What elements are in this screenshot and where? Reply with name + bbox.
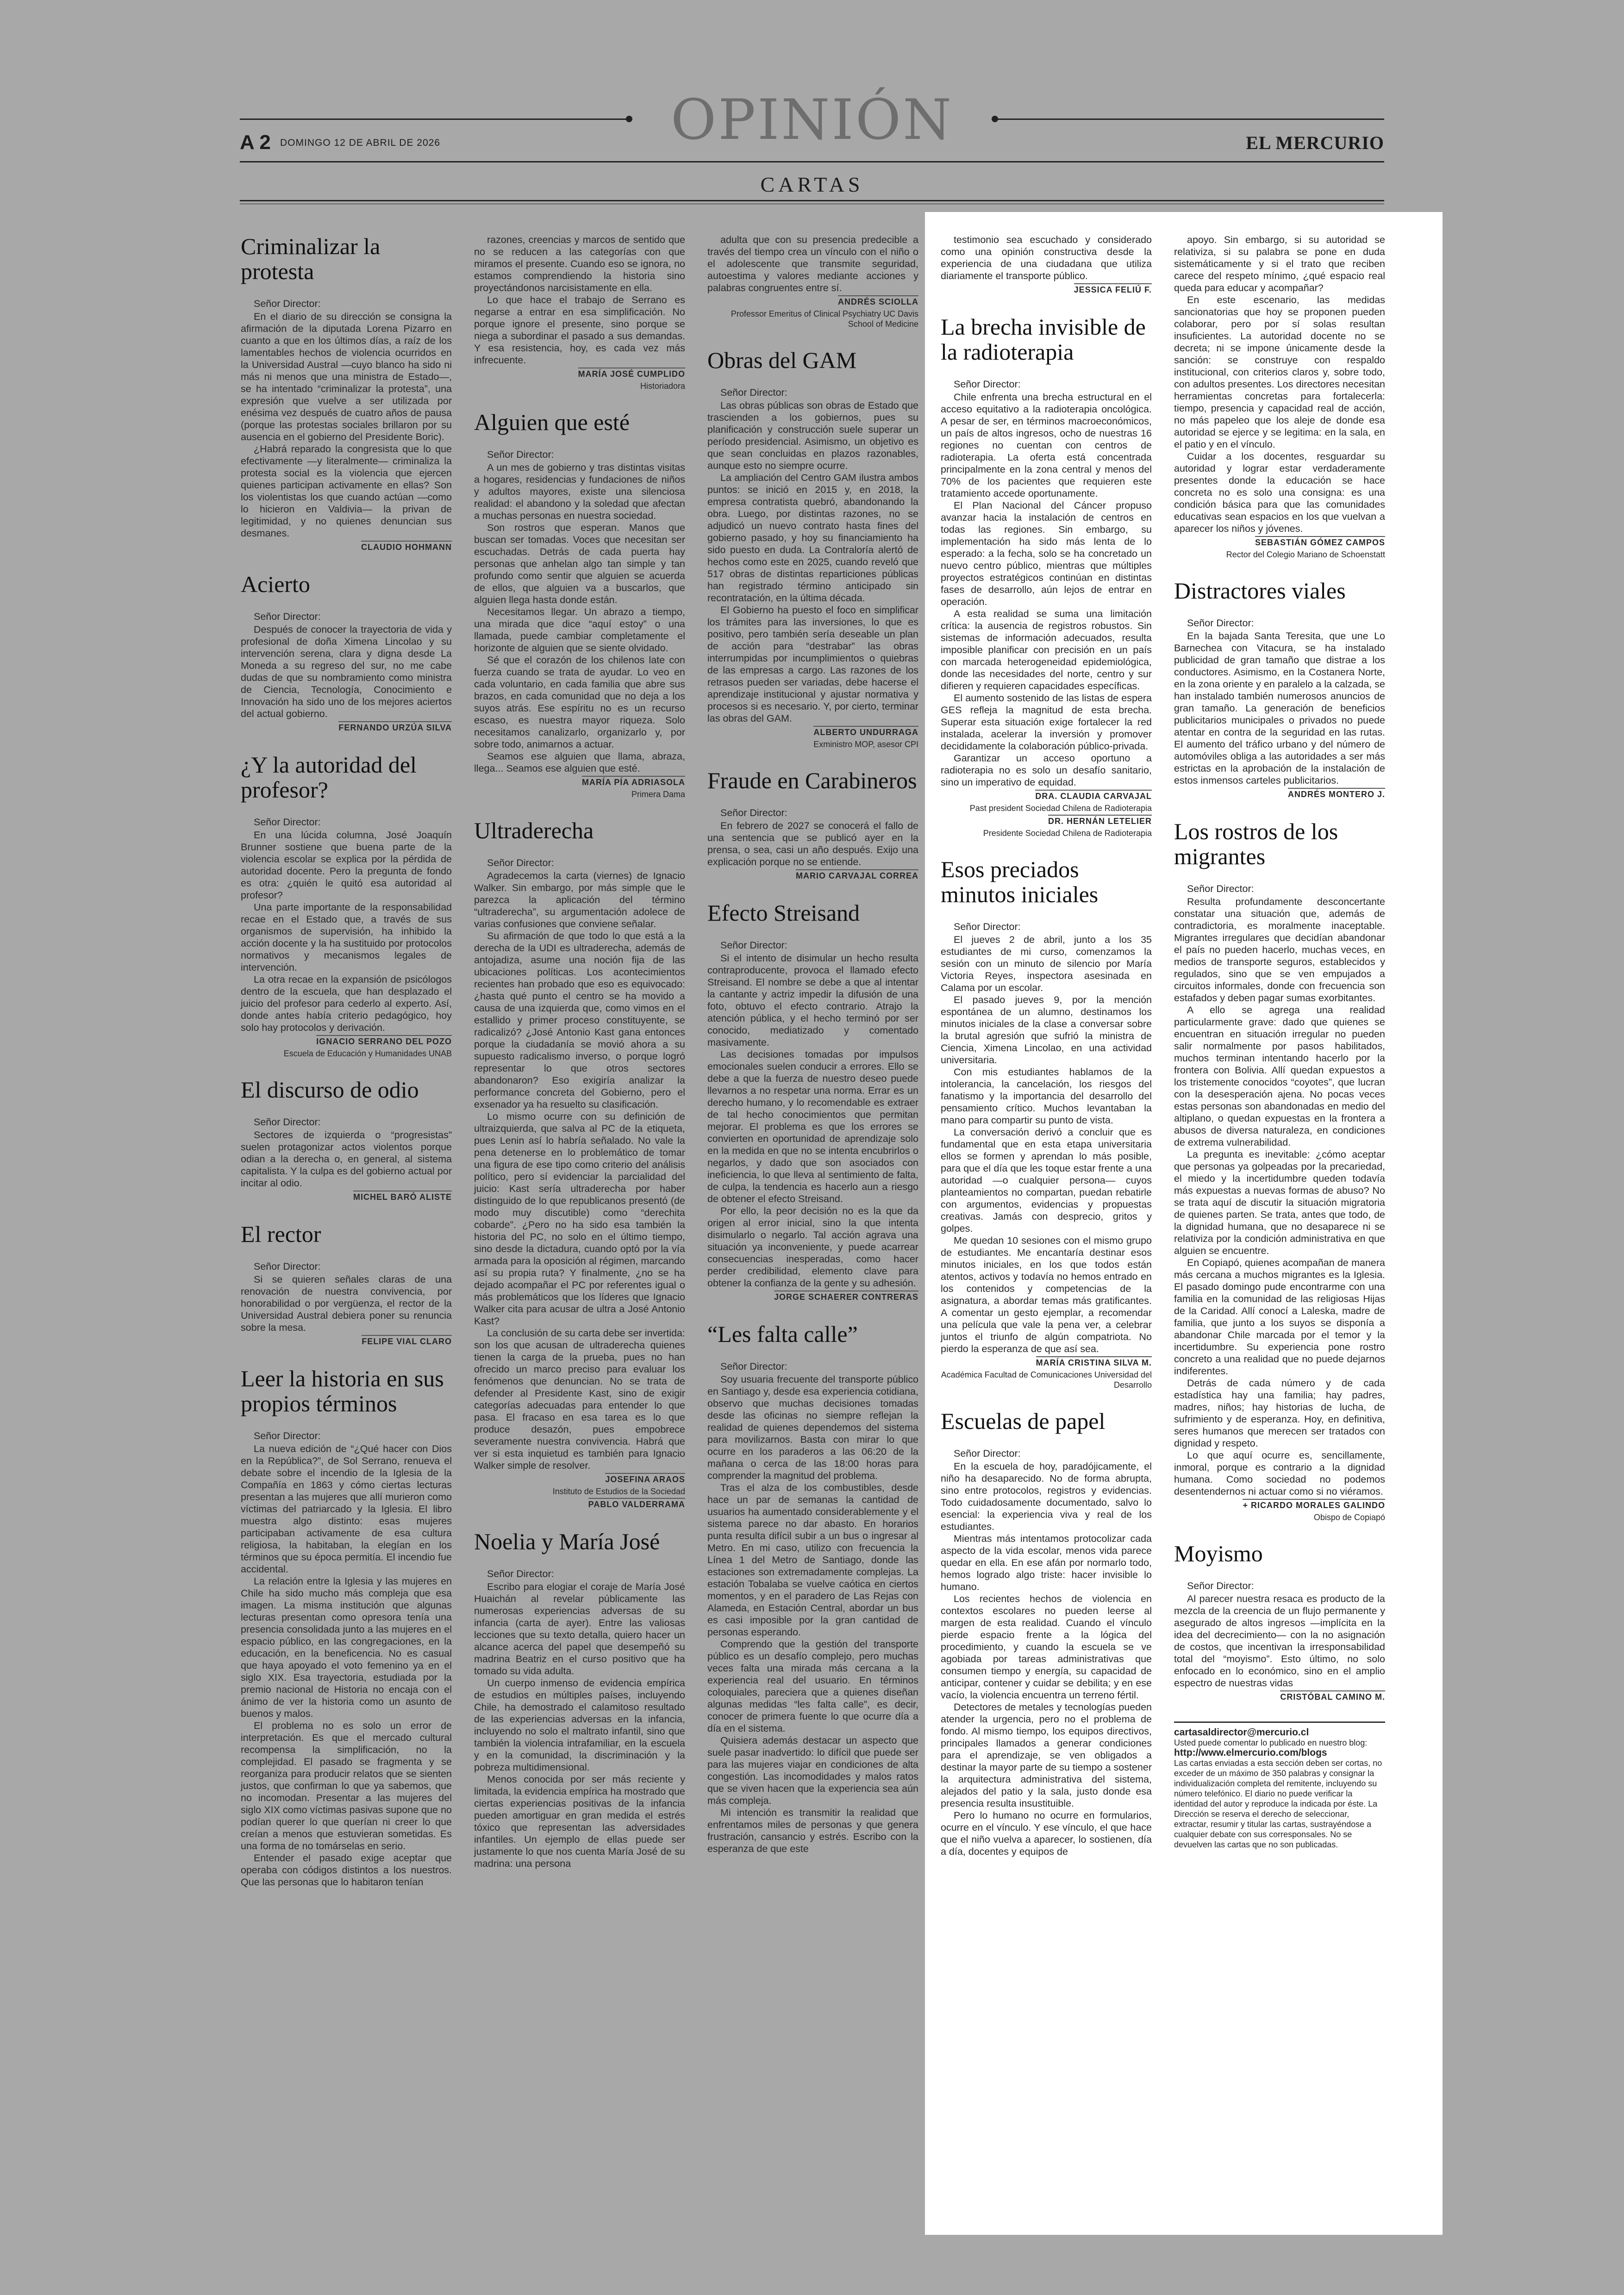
letter-paragraph: Después de conocer la trayectoria de vida y profesional de doña Ximena Lincolao y su intervención serena, clara y digna desde La Moneda a su regreso del sur, no me cabe dudas de que su nombramiento como ministra de Ciencia, Tecnología, Conocimiento e Innovación ha sido uno de los mejores aciertos del actual gobierno. [241,624,452,719]
letter-signature [1174,536,1385,549]
letter-headline: Acierto [241,571,310,597]
letter-paragraph: Una parte importante de la responsabilidad recae en el Estado que, a través de sus organismos de supervisión, ha inhibido la acción docente y la ha sustituido por protocolos normativos y mecanismos legales de intervención. [241,902,452,973]
signature-name: JOSEFINA ARAOS [605,1473,685,1484]
letter-paragraph: En la escuela de hoy, paradójicamente, el niño ha desaparecido. No de forma abrupta, sino entre protocolos, registros y evidencias. Todo cuidadosamente documentado, salvo lo esencial: la experiencia viva y real de los estudiantes. [941,1461,1152,1532]
letter-paragraph: A esta realidad se suma una limitación crítica: la ausencia de registros robustos. Sin sistemas de información adecuados, resulta imposible planificar con precisión en un país con marcada heterogeneidad epidemiológica, donde las necesidades del norte, centro y sur difieren y requieren capacidades específicas. [941,608,1152,692]
letter-headline: El rector [241,1221,321,1247]
letter-paragraph: Escribo para elogiar el coraje de María José Huaichán al revelar públicamente las numerosas experiencias adversas de su infancia (carta de ayer). Entre las valiosas lecciones que su texto detalla, quiero hacer un alcance acerca del papel que desempeñó su madrina Beatriz en el curso positivo que ha tomado su vida adulta. [474,1581,685,1677]
letter [1174,1541,1385,1703]
letter [1174,819,1385,1522]
letter [474,818,685,1510]
letter-headline: El discurso de odio [241,1077,419,1103]
letter-paragraph: Quisiera además destacar un aspecto que suele pasar inadvertido: lo difícil que puede ser para las mujeres viajar en condiciones de alta congestión. Las incomodidades y malos ratos que se viven hacen que la experiencia sea aún más compleja. [707,1735,918,1806]
letter-paragraph: Las obras públicas son obras de Estado que trascienden a los gobiernos, pues su planificación y construcción suele superar un período presidencial. Asimismo, un objetivo es que sean concluidas en plazos razonables, aunque esto no siempre ocurre. [707,400,918,471]
signature-name: FERNANDO URZÚA SILVA [338,721,452,732]
letter-headline: “Les falta calle” [707,1321,858,1347]
letter-paragraph: El Gobierno ha puesto el foco en simplificar los trámites para las inversiones, lo que es positivo, pero también sería deseable un plan de acción para “destrabar” las obras interrumpidas por incumplimientos o quiebras de las empresas a cargo. Las razones de los retrasos pueden ser variadas, debe hacerse el aprendizaje institucional y ajustar normativa y procesos si es necesario. Y, por cierto, terminar las obras del GAM. [707,605,918,724]
column-3 [707,234,918,1873]
letter-signature [941,1357,1152,1369]
letter-salutation: Señor Director: [720,1361,787,1372]
letter-paragraph: El jueves 2 de abril, junto a los 35 estudiantes de mi curso, comenzamos la sesión con un minuto de silencio por María Victoria Reyes, inspectora asesinada en Calama por un escolar. [941,934,1152,993]
letter-paragraph: Chile enfrenta una brecha estructural en el acceso equitativo a la radioterapia oncológica. A pesar de ser, en términos macroeconómicos, un país de altos ingresos, ocho de nuestras 16 regiones no cuentan con centros de radioterapia. La oferta está concentrada principalmente en la zona central y menos del 70% de los pacientes que requieren este tratamiento accede oportunamente. [941,392,1152,499]
signature-name: ANDRÉS MONTERO J. [1288,788,1385,799]
letter-signature [1174,788,1385,800]
letter-paragraph: Sectores de izquierda o “progresistas” suelen protagonizar actos violentos porque odian a la derecha o, en general, al sistema capitalista. Y la culpa es del gobierno actual por incitar al odio. [241,1129,452,1189]
letter-paragraph: Detectores de metales y tecnologías pueden atender la urgencia, pero no el problema de fondo. Al mismo tiempo, los equipos directivos, principales llamados a generar condiciones para el aprendizaje, se ven obligados a destinar la mayor parte de su tiempo a sostener la arquitectura administrativa del sistema, alejados del patio y la sala, justo donde esa presencia resulta insustituible. [941,1702,1152,1809]
letter-signature [707,1291,918,1303]
page-date: DOMINGO 12 DE ABRIL DE 2026 [280,137,441,148]
letter-affiliation: Escuela de Educación y Humanidades UNAB [283,1049,452,1058]
letter-signature [707,726,918,738]
letter-paragraph: Necesitamos llegar. Un abrazo a tiempo, una mirada que dice “aquí estoy” o una llamada, puede cambiar completamente el horizonte de alguien que se siente olvidado. [474,606,685,654]
masthead-rule-right [995,118,1384,120]
column-2 [474,234,685,1888]
letter-paragraph: Cuidar a los docentes, resguardar su autoridad y lograr estar verdaderamente presentes donde la educación se hace concreta no es solo una consigna: es una condición básica para que las comunidades educativas sean espacios en los que vuelvan a aparecer los niños y jóvenes. [1174,451,1385,534]
contact-blog-link[interactable]: http://www.elmercurio.com/blogs [1174,1747,1327,1758]
letter-paragraph: Tras el alza de los combustibles, desde hace un par de semanas la cantidad de usuarios ha aumentado considerablemente y el sistema parece no dar abasto. En horarios punta resulta difícil subir a un bus o ingresar al Metro. En mi caso, utilizo con frecuencia la Línea 1 del Metro de Santiago, donde las estaciones son extremadamente complejas. La estación Tobalaba se vuelve caótica en ciertos momentos, y en el paradero de Las Rejas con Alameda, en Estación Central, abordar un bus es casi imposible por la gran cantidad de personas esperando. [707,1482,918,1638]
letter-paragraph: Comprendo que la gestión del transporte público es un desafío complejo, pero muchas veces falta una mirada más cercana a la experiencia real del usuario. En términos coloquiales, pareciera que a quienes diseñan algunas medidas “les falta calle”, es decir, conocer de primera fuente lo que ocurre día a día en el sistema. [707,1639,918,1734]
paper-name: EL MERCURIO [1246,132,1384,153]
letter-paragraph: En Copiapó, quienes acompañan de manera más cercana a muchos migrantes es la Iglesia. El pasado domingo pude encontrarme con una familia en la comunidad de las religiosas Hijas de la Caridad. Allí conocí a Laleska, madre de familia, que junto a los suyos se disponía a abandonar Chile marcada por el temor y la incertidumbre. Su experiencia pone rostro concreto a una realidad que no puede dejarnos indiferentes. [1174,1257,1385,1377]
letter-signature [474,368,685,380]
signature-name: ALBERTO UNDURRAGA [813,726,918,737]
letter-headline: ¿Y la autoridad del profesor? [241,752,417,803]
letter-signature [241,541,452,553]
letter-paragraph: La conclusión de su carta debe ser invertida: son los que acusan de ultraderecha quienes tienen la carga de la prueba, pues no han ofrecido un marco preciso para evaluar los fenómenos que denuncian. No se trata de defender al Presidente Kast, sino de exigir categorías adecuadas para entender lo que pasa. El fracaso en esa tarea es lo que produce desazón, pues empobrece severamente nuestra convivencia. Habrá que ver si esta inquietud es también para Ignacio Walker simple de resolver. [474,1328,685,1471]
letter-paragraph: Al parecer nuestra resaca es producto de la mezcla de la creencia de un flujo permanente y asegurado de altos ingresos —implícita en la idea del decrecimiento— con la no asignación de costos, que incentivan la irresponsabilidad total del “moyismo”. Esto último, no solo enfocado en lo económico, sino en el amplio espectro de nuestras vidas [1174,1593,1385,1689]
letter-affiliation: Historiadora [640,381,685,391]
letter-paragraph: Me quedan 10 sesiones con el mismo grupo de estudiantes. Me encantaría destinar esos minutos iniciales, en los que todos están atentos, activos y todavía no hemos entrado en los contenidos y competencias de la asignatura, a abordar temas más gratificantes. A comentar un gesto ejemplar, a recomendar una película que vale la pena ver, a celebrar juntos el triunfo de algún compatriota. No pierdo la esperanza de que así sea. [941,1235,1152,1354]
letter [707,1322,918,1855]
letter-paragraph: Pero lo humano no ocurre en formularios, ocurre en el vínculo. Y ese vínculo, el que hace que el niño vuelva a aparecer, lo sostienen, día a día, docentes y equipos de [941,1810,1152,1857]
letter-paragraph: A un mes de gobierno y tras distintas visitas a hogares, residencias y fundaciones de niños y adultos mayores, existe una silenciosa realidad: el abandono y la soledad que afectan a muchas personas en nuestra sociedad. [474,462,685,521]
contact-email[interactable]: cartasaldirector@mercurio.cl [1174,1727,1309,1738]
letter-headline: Ultraderecha [474,817,594,843]
column-1 [241,234,452,1907]
letter-paragraph: El Plan Nacional del Cáncer propuso avanzar hacia la instalación de centros en todas las regiones. Sin embargo, su implementación ha sido más lenta de lo esperado: a la fecha, solo se ha concretado un nuevo centro público, mientras que múltiples proyectos estratégicos continúan en distintas fases de desarrollo, aún lejos de entrar en operación. [941,500,1152,607]
signature-name: PABLO VALDERRAMA [588,1498,685,1509]
letter-salutation: Señor Director: [254,1430,321,1441]
letter-paragraph: testimonio sea escuchado y considerado como una opinión constructiva desde la experiencia de una ciudadana que utiliza diariamente el transporte público. [941,234,1152,281]
letter-headline: Distractores viales [1174,578,1346,604]
letter-salutation: Señor Director: [720,807,787,818]
letter-salutation: Señor Director: [487,449,554,460]
letter-paragraph: Si se quieren señales claras de una renovación de nuestra convivencia, por honorabilidad o por vergüenza, el rector de la Universidad Austral debiera poner su renuncia sobre la mesa. [241,1274,452,1333]
letter-paragraph: Mientras más intentamos protocolizar cada aspecto de la vida escolar, menos vida parece quedar en ella. En ese afán por normarlo todo, hemos logrado algo triste: hacer invisible lo humano. [941,1533,1152,1592]
subsection-title: CARTAS [760,173,864,196]
letter-signature [707,296,918,308]
letter-paragraph: Soy usuaria frecuente del transporte público en Santiago y, desde esa experiencia cotidiana, observo que muchas decisiones tomadas desde las oficinas no siempre reflejan la realidad de quienes dependemos del sistema para movilizarnos. Basta con mirar lo que ocurre en los paraderos a las 06:20 de la mañana o cerca de las 18:00 horas para comprender la magnitud del problema. [707,1374,918,1481]
letter-paragraph: Son rostros que esperan. Manos que buscan ser tomadas. Voces que necesitan ser escuchadas. Detrás de cada puerta hay personas que anhelan algo tan simple y tan profundo como sentir que alguien se acuerda de ellos, que alguien va a buscarlos, que alguien llega hasta donde están. [474,522,685,605]
letter-paragraph: Sé que el corazón de los chilenos late con fuerza cuando se trata de ayudar. Lo veo en cada voluntario, en cada familia que abre sus brazos, en cada comunidad que no deja a los suyos atrás. Ese espíritu no es un recurso escaso, es nuestra mayor riqueza. Solo necesitamos canalizarlo, organizarlo y, por sobre todo, animarnos a actuar. [474,655,685,750]
signature-name: DR. HERNÁN LETELIER [1048,815,1152,826]
letter [241,572,452,734]
letter-headline: Noelia y María José [474,1528,660,1554]
letter-affiliation: Professor Emeritus of Clinical Psychiatry UC Davis School of Medicine [731,309,918,329]
letter-affiliation: Exministro MOP, asesor CPI [813,740,918,749]
letter-paragraph: El problema no es solo un error de interpretación. Es que el mercado cultural recompensa la simplificación, no la complejidad. El pasado se fragmenta y se reorganiza para producir relatos que se sienten justos, que confirman lo que ya sabemos, que no incomodan. Presentar a las mujeres del siglo XIX como víctimas pasivas supone que no podían querer lo que querían ni creer lo que creían a menos que estuvieran sometidas. Es una forma de no tomárselas en serio. [241,1720,452,1852]
letter-paragraph: El aumento sostenido de las listas de espera GES refleja la magnitud de esta brecha. Superar esta situación exige fortalecer la red instalada, acelerar la inversión y promover decididamente la colaboración público-privada. [941,692,1152,752]
letter [474,410,685,799]
letter [707,768,918,882]
letter-salutation: Señor Director: [954,1448,1021,1459]
letter-paragraph: Detrás de cada número y de cada estadística hay una familia; hay padres, madres, niños; hay historias de lucha, de sufrimiento y de esperanza. Hoy, en definitiva, seres humanos que merecen ser tratados con dignidad y respeto. [1174,1378,1385,1449]
letter-signature [707,870,918,882]
letter-signature [241,1191,452,1203]
letter [241,752,452,1059]
letter-paragraph: La pregunta es inevitable: ¿cómo aceptar que personas ya golpeadas por la precariedad, el miedo y la incertidumbre queden todavía más expuestas a nuevas formas de abuso? No se trata aquí de discutir la situación migratoria de quienes parten. Se trata, antes que todo, de la dignidad humana, que no desaparece ni se relativiza por la condición administrativa en que alguien se encuentre. [1174,1149,1385,1256]
letter [1174,578,1385,800]
letter-signature [474,1498,685,1510]
letter-headline: Alguien que esté [474,409,630,435]
letter-headline: Los rostros de los migrantes [1174,818,1338,869]
letter-paragraph: El pasado jueves 9, por la mención espontánea de un alumno, destinamos los minutos iniciales de la clase a conversar sobre la brutal agresión que sufrió la ministra de Ciencia, Ximena Lincolao, en una actividad universitaria. [941,994,1152,1066]
letter-paragraph: La nueva edición de “¿Qué hacer con Dios en la República?”, de Sol Serrano, renueva el debate sobre el incendio de la Iglesia de la Compañía en 1863 y cómo ciertas lecturas presentan a las mujeres que allí murieron como víctimas del patriarcado y la Iglesia. El libro muestra algo distinto: esas mujeres participaban activamente de esa cultura religiosa, la habitaban, la elegían en los términos que su época permitía. El incendio fue accidental. [241,1443,452,1575]
letter-paragraph: Un cuerpo inmenso de evidencia empírica de estudios en múltiples países, incluyendo Chile, ha demostrado el calamitoso resultado de las experiencias adversas en la infancia, incluyendo no solo el maltrato infantil, sino que también la violencia intrafamiliar, en la escuela y en la comunidad, la discriminación y la pobreza multidimensional. [474,1678,685,1773]
letter-paragraph: Su afirmación de que todo lo que está a la derecha de la UDI es ultraderecha, además de antojadiza, asume una noción fija de las ubicaciones políticas. Los acontecimientos recientes han probado que eso es equivocado: ¿hasta qué punto el centro se ha movido a causa de una izquierda que, como vimos en el estallido y primer proceso constituyente, se radicalizó? ¿José Antonio Kast gana entonces porque la ciudadanía se movió ahora a su supuesto radicalismo inverso, o porque logró representar lo que otros sectores abandonaron? Eso exigiría analizar la performance concreta del Gobierno, pero el exsenador ya ha resuelto su clasificación. [474,930,685,1110]
letter-signature [241,722,452,734]
letter-paragraph: apoyo. Sin embargo, si su autoridad se relativiza, si su palabra se pone en duda sistemáticamente y si el trato que reciben carece del respeto mínimo, ¿qué espacio real queda para educar y acompañar? [1174,234,1385,293]
letter-paragraph: razones, creencias y marcos de sentido que no se reducen a las categorías con que miramos el presente. Cuando eso se ignora, no estamos comprendiendo la historia sino proyectándonos narcisistamente en ella. [474,234,685,293]
letter-salutation: Señor Director: [254,1116,321,1128]
letter [474,1529,685,1870]
letter [474,234,685,391]
letter-signature [1174,1691,1385,1703]
letter-headline: Efecto Streisand [707,900,860,926]
letter [241,1077,452,1203]
letter-salutation: Señor Director: [720,387,787,398]
letter-paragraph: ¿Habrá reparado la congresista que lo que efectivamente —y literalmente— criminaliza la protesta social es la violencia que ejercen quienes participan activamente en ellas? Son los violentistas los que cuando actúan —como lo hicieron en Valdivia— la privan de legitimidad, y no quienes denuncian sus desmanes. [241,443,452,539]
letter-paragraph: Con mis estudiantes hablamos de la intolerancia, la cancelación, los riesgos del fanatismo y la importancia del desarrollo del pensamiento crítico. Muchos levantaban la mano para compartir su punto de vista. [941,1066,1152,1126]
signature-name: CRISTÓBAL CAMINO M. [1280,1690,1385,1702]
letter-affiliation: Académica Facultad de Comunicaciones Universidad del Desarrollo [941,1370,1152,1390]
masthead-rule-top [240,161,1384,162]
letter-paragraph: Seamos ese alguien que llama, abraza, llega... Seamos ese alguien que esté. [474,751,685,774]
signature-name: + RICARDO MORALES GALINDO [1243,1499,1385,1510]
letter-affiliation: Instituto de Estudios de la Sociedad [552,1487,685,1496]
letter-headline: Criminalizar la protesta [241,233,381,284]
letter [241,234,452,553]
letter-affiliation: Primera Dama [631,790,685,799]
letter-paragraph: En este escenario, las medidas sancionatorias que hoy se proponen pueden colaborar, pero por sí solas resultan insuficientes. La autoridad docente no se decreta; ni se impone únicamente desde la sanción: se construye con respaldo institucional, con criterios claros y, sobre todo, con adultos presentes. Los directores necesitan herramientas concretas para fortalecerla: tiempo, presencia y capacidad real de acción, no más papeleo que los aleje de donde esa autoridad se ejerce y se legitima: en la sala, en el patio y en el vínculo. [1174,294,1385,450]
letter-salutation: Señor Director: [254,817,321,828]
letter-salutation: Señor Director: [254,298,321,309]
contact-box [1174,1721,1385,1850]
letter-paragraph: Los recientes hechos de violencia en contextos escolares no pueden leerse al margen de esta realidad. Cuando el vínculo pierde espacio frente a la lógica del procedimiento, y cuando la escuela se ve agobiada por tareas administrativas que consumen tiempo y energía, su capacidad de anticipar, contener y cuidar se debilita; y en ese vacío, la violencia encuentra un terreno fértil. [941,1593,1152,1701]
letter-paragraph: La ampliación del Centro GAM ilustra ambos puntos: se inició en 2015 y, en 2018, la empresa contratista quebró, abandonando la obra. Luego, por distintas razones, no se adjudicó un nuevo contrato hasta fines del gobierno pasado, y hoy su financiamiento ha sido puesto en duda. La Contraloría alertó de hechos como este en 2025, cuando reveló que 517 obras de distintas reparticiones públicas han registrado término anticipado sin recontratación, en la última década. [707,472,918,604]
contact-blog-intro: Usted puede comentar lo publicado en nuestro blog: [1174,1738,1368,1747]
letter-paragraph: Resulta profundamente desconcertante constatar una situación que, además de contradictoria, es moralmente inaceptable. Migrantes irregulares que decidían abandonar el país no pueden hacerlo, muchas veces, en medios de transporte seguros, establecidos y regulados, sino que se ven empujados a circuitos informales, donde con frecuencia son estafados y deben pagar sumas exorbitantes. [1174,896,1385,1004]
letter [707,234,918,329]
letter-paragraph: Entender el pasado exige aceptar que operaba con códigos distintos a los nuestros. Que las personas que lo habitaron tenían [241,1852,452,1888]
letter-headline: Escuelas de papel [941,1408,1106,1434]
letter-headline: Esos preciados minutos iniciales [941,856,1099,907]
letter-paragraph: Lo que hace el trabajo de Serrano es negarse a entrar en esa simplificación. No porque ignore el presente, sino porque se niega a subordinar el pasado a sus demandas. Y esa resistencia, hoy, es cada vez más infrecuente. [474,294,685,366]
letter-paragraph: Lo mismo ocurre con su definición de ultraizquierda, que salva al PC de la etiqueta, pues Lenin así lo habría señalado. No vale la pena detenerse en lo problemático de tomar una figura de ese tipo como criterio del análisis político, pero sí evidenciar la parcialidad del juicio: Kast sería ultraderecha por haber distinguido de lo que republicanos presentó (de modo muy discutible) como “derechita cobarde”. ¿Pero no ha sido esa también la historia del PC, no solo en el último tiempo, sino desde la dictadura, cuando optó por la vía armada para la oposición al régimen, marcando así su propia ruta? Y finalmente, ¿no se ha dejado acompañar el PC por referentes igual o más problemáticos que los líderes que Ignacio Walker cita para acusar de ultra a José Antonio Kast? [474,1111,685,1327]
letter [241,1222,452,1347]
signature-name: MARÍA CRISTINA SILVA M. [1036,1356,1152,1367]
letter-paragraph: La otra recae en la expansión de psicólogos dentro de la escuela, que han desplazado el juicio del profesor para cederlo al experto. Así, donde antes había criterio pedagógico, hoy solo hay protocolos y derivación. [241,974,452,1033]
signature-name: MARÍA JOSÉ CUMPLIDO [578,368,685,379]
letter-paragraph: Garantizar un acceso oportuno a radioterapia no es solo un desafío sanitario, sino un imperativo de equidad. [941,753,1152,788]
column-5 [1174,234,1385,1850]
letter-paragraph: Lo que aquí ocurre es, sencillamente, inmoral, porque es contrario a la dignidad humana. Como sociedad no podemos desentendernos ni actuar como si no viéramos. [1174,1450,1385,1497]
letter [941,314,1152,838]
letter-salutation: Señor Director: [1187,883,1254,894]
letter-salutation: Señor Director: [1187,617,1254,629]
letter-signature [941,815,1152,827]
signature-name: SEBASTIÁN GÓMEZ CAMPOS [1255,536,1385,547]
letter-salutation: Señor Director: [954,379,1021,390]
letter-paragraph: En el diario de su dirección se consigna la afirmación de la diputada Lorena Pizarro en cuanto a que en los últimos días, a raíz de los lamentables hechos de violencia ocurridos en la Universidad Austral —cuyo blanco ha sido ni más ni menos que una ministra de Estado—, se ha intentado “criminalizar la protesta”, una expresión que vuelve a ser utilizada por enésima vez después de cuatro años de pausa (porque las protestas sociales brillaron por su ausencia en el gobierno del Presidente Boric). [241,311,452,443]
letter-paragraph: Las decisiones tomadas por impulsos emocionales suelen conducir a errores. Ello se debe a que la fuerza de nuestro deseo puede llevarnos a no respetar una norma. Errar es un derecho humano, y lo recomendable es extraer de tal hecho conocimientos que permitan mejorar. El problema es que los errores se convierten en oportunidad de aprendizaje solo en la medida en que no se intenta encubrirlos o negarlos, y dado que son asociados con ineficiencia, lo que lleva al sentimiento de falta, de culpa, la tendencia es hacerlo aun a riesgo de obtener el efecto Streisand. [707,1049,918,1204]
letter-paragraph: En la bajada Santa Teresita, que une Lo Barnechea con Vitacura, se ha instalado publicidad de gran tamaño que distrae a los conductores. Asimismo, en la Costanera Norte, en la zona oriente y en paralelo a la calzada, se han instalado también numerosos anuncios de gran tamaño. La generación de beneficios publicitarios municipales o privados no puede atentar en contra de la seguridad en las rutas. El aumento del tráfico urbano y del número de automóviles obliga a las autoridades a ser más estrictas en la aprobación de la instalación de estos inmensos carteles publicitarios. [1174,630,1385,786]
signature-name: FELIPE VIAL CLARO [362,1335,452,1346]
page-number: A 2 [240,131,271,154]
signature-name: JORGE SCHAERER CONTRERAS [774,1291,918,1302]
letter-salutation: Señor Director: [954,921,1021,932]
signature-name: IGNACIO SERRANO DEL POZO [316,1035,452,1046]
letter [941,1409,1152,1858]
letter [707,348,918,749]
letter-paragraph: La conversación derivó a concluir que es fundamental que en esta etapa universitaria ellos se formen y aprendan lo más posible, para que el día que les toque estar frente a una autoridad —o cualquier persona— cuyos planteamientos no compartan, puedan rebatirle con argumentos, evidencias y propuestas creativas. Jamás con desprecio, gritos y golpes. [941,1127,1152,1234]
letter-headline: Leer la historia en sus propios términos [241,1366,444,1416]
letter-paragraph: Por ello, la peor decisión no es la que da origen al error inicial, sino la que intenta disimularlo o negarlo. Tal acción agrava una situación ya inconveniente, y puede acarrear consecuencias inesperadas, como hacer perder credibilidad, elemento clave para obtener la confianza de la gente y su adhesión. [707,1205,918,1289]
letter-paragraph: Agradecemos la carta (viernes) de Ignacio Walker. Sin embargo, por más simple que le parezca la aplicación del término “ultraderecha”, su argumentación adolece de varias confusiones que conviene señalar. [474,870,685,929]
signature-name: JESSICA FELIÚ F. [1074,283,1152,294]
letter-salutation: Señor Director: [1187,1580,1254,1591]
letter [941,234,1152,296]
masthead-rule-bottom [240,200,1384,201]
letter-headline: Obras del GAM [707,347,857,373]
letter-affiliation: Obispo de Copiapó [1313,1513,1385,1522]
signature-name: MARÍA PÍA ADRIASOLA [582,776,685,787]
letter [241,1366,452,1888]
contact-notice: Las cartas enviadas a esta sección deben ser cortas, no exceder de un máximo de 350 palabras y consignar la individualización completa del remitente, incluyendo su número telefónico. El diario no puede verificar la identidad del autor y reproduce la indicada por éste. La Dirección se reserva el derecho de seleccionar, extractar, resumir y titular las cartas, sustrayéndose a cualquier debate con sus corresponsales. No se devuelven las cartas que no son publicadas. [1174,1759,1382,1849]
letter-salutation: Señor Director: [487,1568,554,1579]
letter-paragraph: La relación entre la Iglesia y las mujeres en Chile ha sido mucho más compleja que esa imagen. La misma institución que algunas lecturas presentan como opresora tenía una presencia consolidada junto a las mujeres en el espacio público, en las congregaciones, en la educación, en la beneficencia. No es casual que haya apoyado el voto femenino ya en el siglo XIX. Esa trayectoria, estudiada por la premio nacional de Historia no encaja con el ánimo de ver la historia como un asunto de buenos y malos. [241,1576,452,1719]
column-4 [941,234,1152,1876]
signature-name: MICHEL BARÓ ALISTE [353,1191,452,1202]
letter-paragraph: En una lúcida columna, José Joaquín Brunner sostiene que buena parte de la violencia escolar se explica por la pérdida de autoridad docente. Pero la pregunta de fondo es otra: ¿quién le quitó esa autoridad al profesor? [241,829,452,901]
signature-name: DRA. CLAUDIA CARVAJAL [1035,790,1152,801]
masthead-rule-left [240,118,629,120]
letter [941,857,1152,1390]
letter-signature [941,790,1152,802]
letter-headline: La brecha invisible de la radioterapia [941,314,1146,365]
letter-paragraph: Mi intención es transmitir la realidad que enfrentamos miles de personas y que genera frustración, cansancio y estrés. Escribo con la esperanza de que este [707,1807,918,1854]
letter-salutation: Señor Director: [254,1261,321,1272]
letter-salutation: Señor Director: [487,857,554,868]
signature-name: ANDRÉS SCIOLLA [838,295,918,306]
section-title: OPINIÓN [670,88,954,152]
letter-affiliation: Presidente Sociedad Chilena de Radioterapia [983,829,1152,838]
letter [1174,234,1385,560]
letter-affiliation: Rector del Colegio Mariano de Schoenstatt [1226,550,1385,559]
letter-signature [241,1035,452,1048]
signature-name: CLAUDIO HOHMANN [361,541,452,552]
letter-paragraph: A ello se agrega una realidad particularmente grave: dado que quienes se encuentran en situación irregular no pueden salir normalmente por pasos habilitados, muchos terminan intentando hacerlo por la frontera con Bolivia. Allí quedan expuestos a los tristemente conocidos “coyotes”, que lucran con la desesperación ajena. No pocas veces estas personas son abandonadas en medio del altiplano, o quedan expuestas en la frontera a abusos de diversa naturaleza, en condiciones de extrema vulnerabilidad. [1174,1004,1385,1148]
letter-salutation: Señor Director: [720,940,787,951]
letter-signature [1174,1499,1385,1511]
letter-signature [474,776,685,788]
letter-signature [241,1335,452,1347]
letter-paragraph: En febrero de 2027 se conocerá el fallo de una sentencia que se publicó ayer en la prensa, o sea, casi un año después. Exijo una explicación porque no se entiende. [707,820,918,867]
letter-signature [474,1473,685,1485]
letter [707,900,918,1303]
letter-paragraph: adulta que con su presencia predecible a través del tiempo crea un vínculo con el niño o el adolescente que transmite seguridad, autoestima y valores mediante acciones y palabras congruentes entre sí. [707,234,918,293]
letter-affiliation: Past president Sociedad Chilena de Radioterapia [969,804,1152,813]
signature-name: MARIO CARVAJAL CORREA [796,869,918,880]
letter-paragraph: Si el intento de disimular un hecho resulta contraproducente, provoca el llamado efecto Streisand. El nombre se debe a que al intentar la cantante y actriz impedir la difusión de una foto, obtuvo el efecto contrario. Atrajo la atención pública, y el hecho terminó por ser conocido, mediatizado y comentado masivamente. [707,953,918,1048]
letter-headline: Fraude en Carabineros [707,767,917,793]
letter-paragraph: Menos conocida por ser más reciente y limitada, la evidencia empírica ha mostrado que ciertas experiencias positivas de la infancia pueden amortiguar en gran medida el estrés tóxico que representan las adversidades infantiles. Un ejemplo de ellas puede ser justamente lo que nos cuenta María José de su madrina: una persona [474,1774,685,1869]
letter-signature [941,284,1152,296]
letter-salutation: Señor Director: [254,611,321,622]
letter-headline: Moyismo [1174,1540,1263,1566]
